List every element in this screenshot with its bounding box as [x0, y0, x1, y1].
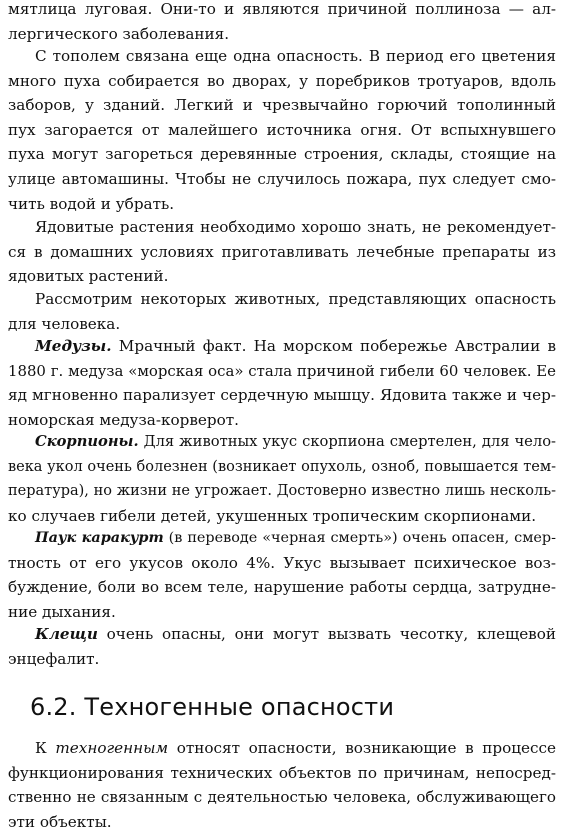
text-line	[8, 334, 556, 359]
paragraph-poaceae	[8, 0, 556, 46]
text-line: улице автомашины. Чтобы не случилось пожара, пух следует смо-	[8, 169, 556, 188]
text-line: тность от его укусов около 4%. Укус вызывает психическое воз-	[8, 553, 556, 572]
text-line: заборов, у зданий. Легкий и чрезвычайно горючий тополинный	[8, 96, 556, 115]
paragraph-ticks	[8, 622, 556, 671]
lead-term: Клещи	[35, 625, 98, 643]
text-line: века укол очень болезнен (возникает опухоль, озноб, повышается тем-	[8, 458, 556, 475]
text-fragment: относят опасности, возникающие в процессе	[168, 739, 556, 757]
text-line: много пуха собирается во дворах, у поребриков тротуаров, вдоль	[8, 71, 556, 90]
text-line: ко случаев гибели детей, укушенных тропическим скорпионами.	[8, 506, 537, 525]
text-line: пература), но жизни не угрожает. Достоверно известно лишь несколь-	[8, 483, 556, 500]
text-line: мятлица луговая. Они-то и являются причиной поллиноза — ал-	[8, 0, 556, 18]
paragraph-poisonous-plants	[8, 215, 556, 289]
paragraph-karakurt	[8, 526, 556, 624]
text-fragment: Для животных укус скорпиона смертелен, для чело-	[138, 433, 556, 450]
section-heading: 6.2. Техногенные опасности	[30, 693, 395, 721]
paragraph-scorpions	[8, 430, 556, 528]
text-line: лергического заболевания.	[8, 24, 230, 43]
text-line: функционирования технических объектов по причинам, непосред-	[8, 763, 556, 782]
text-fragment: (в переводе «черная смерть») очень опасен, смер-	[163, 530, 556, 546]
text-line	[8, 622, 556, 647]
text-line: ние дыхания.	[8, 602, 116, 621]
text-fragment: очень опасны, они могут вызвать чесотку, клещевой	[97, 625, 556, 643]
paragraph-jellyfish	[8, 334, 556, 432]
text-line: буждение, боли во всем теле, нарушение работы сердца, затрудне-	[8, 578, 556, 597]
lead-term: Медузы.	[35, 337, 112, 355]
text-line	[8, 430, 556, 455]
text-line: номорская медуза-корверот.	[8, 410, 239, 429]
text-line: 1880 г. медуза «морская оса» стала причиной гибели 60 человек. Ее	[8, 361, 556, 380]
text-line: яд мгновенно парализует сердечную мышцу. Ядовита также и чер-	[8, 386, 556, 405]
text-line: чить водой и убрать.	[8, 194, 175, 213]
paragraph-animals-intro	[8, 287, 556, 336]
text-line: для человека.	[8, 314, 121, 333]
text-line: ядовитых растений.	[8, 267, 169, 286]
text-line: Рассмотрим некоторых животных, представляющих опасность	[35, 290, 556, 308]
text-fragment: Мрачный факт. На морском побережье Австралии в	[111, 337, 556, 355]
text-line	[8, 736, 556, 761]
text-line: энцефалит.	[8, 649, 100, 668]
text-line: эти объекты.	[8, 812, 112, 831]
text-line: С тополем связана еще одна опасность. В период его цветения	[35, 47, 556, 65]
emphasized-term: техногенным	[55, 739, 169, 757]
text-line: ся в домашних условиях приготавливать лечебные препараты из	[8, 242, 556, 261]
text-fragment: К	[35, 739, 56, 757]
paragraph-poplar	[8, 44, 556, 216]
lead-term: Паук каракурт	[35, 529, 164, 546]
text-line: пух загорается от малейшего источника огня. От вспыхнувшего	[8, 120, 556, 139]
text-line	[8, 526, 556, 551]
text-line: Ядовитые растения необходимо хорошо знать, не рекомендует-	[35, 218, 556, 236]
lead-term: Скорпионы.	[35, 433, 139, 450]
text-line: ственно не связанным с деятельностью человека, обслуживающего	[8, 788, 556, 807]
text-line: пуха могут загореться деревянные строения, склады, стоящие на	[8, 145, 556, 164]
paragraph-technogenic-definition	[8, 736, 556, 834]
